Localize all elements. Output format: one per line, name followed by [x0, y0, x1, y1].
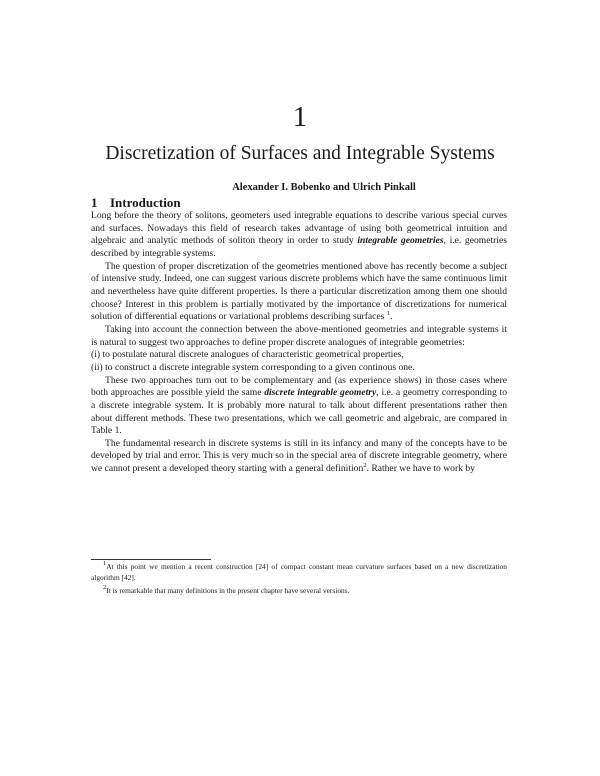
list-item-1: (i) to postulate natural discrete analogues of characteristic geometrical properties,: [91, 349, 404, 361]
chapter-authors: Alexander I. Bobenko and Ulrich Pinkall: [232, 182, 416, 193]
paragraph-2-text-a: The question of proper discretization of the geometries mentioned above has recently become a subject of intensive study. Indeed, one can suggest various discrete problems which have the same continuous limit and nevertheless have quite different properties. Is there a particular discretization among them one should choose? Interest in this problem is partially motivated by the importance of discretizations for numerical solution of differential equations or variational problems describing surfaces: [91, 260, 507, 323]
paragraph-4-text-b: , i.e. a geometry corresponding to a discrete integrable system. It is probably more natural to talk about different presentations rather then about different methods. These two presentations, which we call geometric and algebraic, are compared in Table 1.: [91, 387, 507, 437]
section-title: Introduction: [110, 195, 181, 210]
paragraph-4-emphasis: discrete integrable geometry: [264, 387, 377, 399]
paragraph-4-text-a: These two approaches turn out to be complementary and (as experience shows) in those cases where both approaches are possible yield the same: [91, 374, 507, 399]
paragraph-5: [91, 438, 507, 476]
section-number: 1: [91, 195, 98, 210]
footnote-ref-1[interactable]: 1: [386, 310, 391, 318]
list-item-2: (ii) to construct a discrete integrable system corresponding to a given continous one.: [91, 361, 415, 373]
chapter-title: Discretization of Surfaces and Integrable Systems: [105, 143, 495, 164]
paragraph-2: [91, 261, 507, 324]
footnote-mark-1: 1: [103, 560, 107, 567]
paragraph-5-text-a: The fundamental research in discrete systems is still in its infancy and many of the concepts have to be developed by trial and error. This is very much so in the special area of discrete integrable geometry, where we cannot present a developed theory starting with a general definition: [91, 437, 507, 475]
paragraph-3: Taking into account the connection between the above-mentioned geometries and integrable systems it is natural to suggest two approaches to define proper discrete analogues of integrable geometries:: [91, 323, 507, 348]
chapter-number: 1: [292, 101, 308, 133]
paragraph-1-emphasis: integrable geometries: [357, 235, 444, 247]
footnote-1: [91, 562, 507, 583]
paragraph-1-text-a: Long before the theory of solitons, geometers used integrable equations to describe various special curves and surfaces. Nowadays this field of research takes advantage of using both geometrical intuition and algebraic and analytic methods of soliton theory in order to study: [91, 210, 507, 247]
paragraph-4: [91, 375, 507, 438]
footnote-ref-2[interactable]: 2: [363, 462, 367, 470]
paragraph-5-text-b: . Rather we have to work by: [366, 463, 475, 475]
footnote-1-text: At this point we mention a recent construction [24] of compact constant mean curvature surfaces based on a new discretization algorithm [42].: [91, 562, 507, 582]
paragraph-1: [91, 210, 507, 261]
footnote-rule: [91, 559, 211, 560]
body-text: [91, 210, 507, 476]
footnotes: [91, 562, 507, 597]
paragraph-2-text-b: .: [390, 311, 393, 323]
footnote-2: [91, 586, 507, 597]
section-heading: [91, 195, 181, 211]
footnote-2-text: It is remarkable that many definitions in the present chapter have several versions.: [106, 586, 350, 595]
paragraph-1-text-b: , i.e. geometries described by integrable systems.: [91, 235, 508, 259]
footnote-mark-2: 2: [103, 584, 107, 591]
